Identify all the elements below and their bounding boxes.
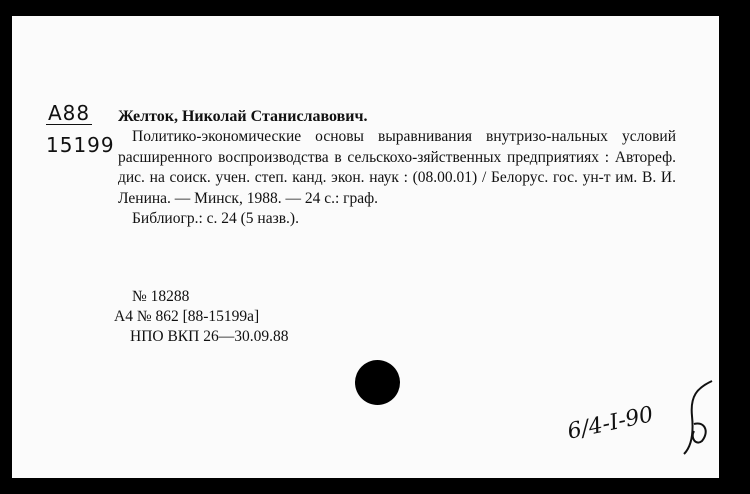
call-number-bottom: 15199 — [46, 133, 115, 157]
registry-number: № 18288 — [132, 288, 190, 305]
handwritten-mark — [672, 376, 717, 456]
call-number-top: А88 — [48, 101, 91, 125]
bibliographic-description — [118, 127, 676, 230]
author-heading: Желток, Николай Станиславович. — [118, 108, 368, 125]
npo-line: НПО ВКП 26—30.09.88 — [130, 328, 289, 345]
catalog-card — [12, 16, 719, 478]
handwritten-note: 6/4-I-90 — [565, 402, 656, 445]
punch-hole — [355, 360, 400, 405]
registration-block — [114, 287, 289, 347]
description-text: Политико-экономические основы выравнивания внутризо-нальных условий расширенного воспроизводства в сельскохо-зяйственных предприятиях : Автореф. дис. на соиск. учен. степ. канд. экон. наук : (08.00.01) / Белорус. гос. ун-т им. В. И. Ленина. — Минск, 1988. — 24 с.: граф. — [118, 128, 676, 207]
bibliography-note: Библиогр.: с. 24 (5 назв.). — [132, 210, 299, 227]
a4-line: А4 № 862 [88-15199а] — [114, 308, 260, 325]
